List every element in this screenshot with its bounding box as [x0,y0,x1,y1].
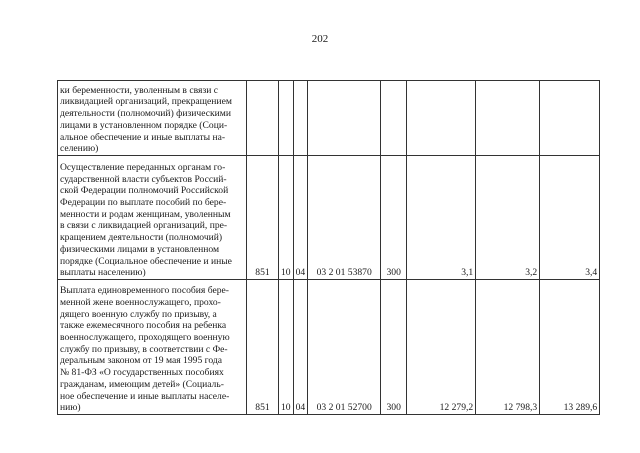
target-code-cell: 03 2 01 53870 [308,156,381,280]
description-cell: Осуществление переданных органам го- сударственной власти субъектов Россий- ской Федерации полномочий Российской Федерации по выплате пособий по бере- менности и родам женщинам, уволенным в связи с ликвидацией организаций, пре- кращением деятельности (полномочий) физическими лицами в установленном порядке (Социальное обеспечение и иные выплаты населению) [58,156,247,280]
amount-year-3-cell: 13 289,6 [540,280,600,415]
table-row [58,156,600,280]
amount-year-1-cell: 12 279,2 [407,280,476,415]
amount-year-1-cell: 3,1 [407,156,476,280]
subsection-code-cell: 04 [293,280,308,415]
budget-table [57,80,600,415]
page-number: 202 [311,33,329,45]
subsection-code-cell: 04 [293,156,308,280]
amount-year-2-cell [476,81,540,156]
table-row [58,280,600,415]
expense-type-cell [381,81,407,156]
target-code-cell [308,81,381,156]
table-row [58,81,600,156]
amount-year-2-cell: 3,2 [476,156,540,280]
expense-type-cell: 300 [381,280,407,415]
expense-type-cell: 300 [381,156,407,280]
amount-year-3-cell: 3,4 [540,156,600,280]
target-code-cell: 03 2 01 52700 [308,280,381,415]
amount-year-3-cell [540,81,600,156]
section-code-cell: 10 [279,156,294,280]
description-cell: Выплата единовременного пособия бере- менной жене военнослужащего, прохо- дящего военную службу по призыву, а также ежемесячного пособия на ребенка военнослужащего, проходящего военную службу по призыву, в соответствии с Фе- деральным законом от 19 мая 1995 года № 81-ФЗ «О государственных пособиях гражданам, имеющим детей» (Социаль- ное обеспечение и иные выплаты населе- нию) [58,280,247,415]
amount-year-1-cell [407,81,476,156]
section-code-cell [279,81,294,156]
description-cell: ки беременности, уволенным в связи с ликвидацией организаций, прекращением деятельности (полномочий) физическими лицами в установленном порядке (Соци- альное обеспечение и иные выплаты на- селению) [58,81,247,156]
ministry-code-cell: 851 [247,156,279,280]
amount-year-2-cell: 12 798,3 [476,280,540,415]
ministry-code-cell [247,81,279,156]
subsection-code-cell [293,81,308,156]
ministry-code-cell: 851 [247,280,279,415]
section-code-cell: 10 [279,280,294,415]
